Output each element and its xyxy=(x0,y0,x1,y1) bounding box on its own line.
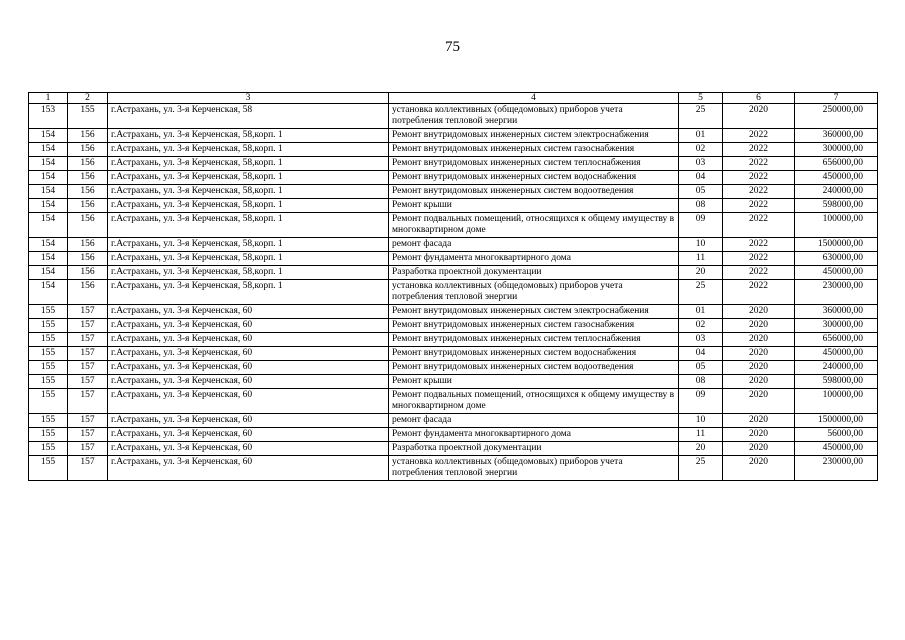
address-cell: г.Астрахань, ул. 3-я Керченская, 58,корп. 1 xyxy=(108,266,389,280)
table-row xyxy=(29,199,878,213)
address-id-cell: 156 xyxy=(68,171,108,185)
column-header: 7 xyxy=(795,93,878,104)
year-cell: 2020 xyxy=(723,414,795,428)
work-code-cell: 08 xyxy=(679,375,723,389)
address-id-cell: 156 xyxy=(68,213,108,238)
work-type-cell: Ремонт крыши xyxy=(389,375,679,389)
year-cell: 2022 xyxy=(723,266,795,280)
capital-repair-table xyxy=(28,92,878,481)
column-header: 1 xyxy=(29,93,68,104)
year-cell: 2020 xyxy=(723,333,795,347)
address-id-cell: 157 xyxy=(68,414,108,428)
row-number-cell: 155 xyxy=(29,361,68,375)
work-type-cell: Разработка проектной документации xyxy=(389,442,679,456)
work-type-cell: Ремонт внутридомовых инженерных систем теплоснабжения xyxy=(389,157,679,171)
address-cell: г.Астрахань, ул. 3-я Керченская, 58,корп. 1 xyxy=(108,280,389,305)
column-header: 3 xyxy=(108,93,389,104)
address-cell: г.Астрахань, ул. 3-я Керченская, 58,корп. 1 xyxy=(108,185,389,199)
column-header: 6 xyxy=(723,93,795,104)
table-row xyxy=(29,171,878,185)
table-row xyxy=(29,238,878,252)
row-number-cell: 153 xyxy=(29,104,68,129)
row-number-cell: 155 xyxy=(29,428,68,442)
work-code-cell: 09 xyxy=(679,213,723,238)
year-cell: 2022 xyxy=(723,143,795,157)
cost-cell: 240000,00 xyxy=(795,361,878,375)
cost-cell: 598000,00 xyxy=(795,199,878,213)
address-cell: г.Астрахань, ул. 3-я Керченская, 58,корп. 1 xyxy=(108,252,389,266)
work-code-cell: 25 xyxy=(679,456,723,481)
address-id-cell: 156 xyxy=(68,252,108,266)
work-type-cell: ремонт фасада xyxy=(389,414,679,428)
year-cell: 2020 xyxy=(723,375,795,389)
row-number-cell: 154 xyxy=(29,129,68,143)
row-number-cell: 155 xyxy=(29,333,68,347)
address-cell: г.Астрахань, ул. 3-я Керченская, 60 xyxy=(108,428,389,442)
year-cell: 2022 xyxy=(723,157,795,171)
year-cell: 2022 xyxy=(723,185,795,199)
table-row xyxy=(29,319,878,333)
year-cell: 2020 xyxy=(723,319,795,333)
cost-cell: 300000,00 xyxy=(795,319,878,333)
table-row xyxy=(29,333,878,347)
work-type-cell: Ремонт внутридомовых инженерных систем электроснабжения xyxy=(389,129,679,143)
work-code-cell: 04 xyxy=(679,171,723,185)
year-cell: 2020 xyxy=(723,305,795,319)
work-type-cell: установка коллективных (общедомовых) приборов учета потребления тепловой энергии xyxy=(389,280,679,305)
address-cell: г.Астрахань, ул. 3-я Керченская, 58,корп. 1 xyxy=(108,129,389,143)
cost-cell: 1500000,00 xyxy=(795,238,878,252)
row-number-cell: 154 xyxy=(29,157,68,171)
address-id-cell: 157 xyxy=(68,333,108,347)
work-code-cell: 02 xyxy=(679,319,723,333)
cost-cell: 230000,00 xyxy=(795,456,878,481)
address-cell: г.Астрахань, ул. 3-я Керченская, 60 xyxy=(108,389,389,414)
work-type-cell: Ремонт внутридомовых инженерных систем водоснабжения xyxy=(389,347,679,361)
table-row xyxy=(29,442,878,456)
row-number-cell: 154 xyxy=(29,252,68,266)
cost-cell: 450000,00 xyxy=(795,442,878,456)
year-cell: 2022 xyxy=(723,252,795,266)
table-row xyxy=(29,266,878,280)
address-cell: г.Астрахань, ул. 3-я Керченская, 60 xyxy=(108,361,389,375)
work-code-cell: 09 xyxy=(679,389,723,414)
row-number-cell: 155 xyxy=(29,442,68,456)
cost-cell: 100000,00 xyxy=(795,389,878,414)
row-number-cell: 154 xyxy=(29,199,68,213)
cost-cell: 250000,00 xyxy=(795,104,878,129)
cost-cell: 300000,00 xyxy=(795,143,878,157)
column-header: 4 xyxy=(389,93,679,104)
table-row xyxy=(29,185,878,199)
row-number-cell: 155 xyxy=(29,319,68,333)
work-type-cell: Ремонт фундамента многоквартирного дома xyxy=(389,252,679,266)
table-row xyxy=(29,389,878,414)
work-code-cell: 10 xyxy=(679,238,723,252)
cost-cell: 598000,00 xyxy=(795,375,878,389)
year-cell: 2020 xyxy=(723,456,795,481)
address-id-cell: 157 xyxy=(68,428,108,442)
work-type-cell: установка коллективных (общедомовых) приборов учета потребления тепловой энергии xyxy=(389,104,679,129)
cost-cell: 360000,00 xyxy=(795,305,878,319)
work-code-cell: 11 xyxy=(679,252,723,266)
table-row xyxy=(29,143,878,157)
work-code-cell: 05 xyxy=(679,185,723,199)
row-number-cell: 154 xyxy=(29,238,68,252)
year-cell: 2022 xyxy=(723,171,795,185)
year-cell: 2020 xyxy=(723,104,795,129)
cost-cell: 56000,00 xyxy=(795,428,878,442)
address-id-cell: 156 xyxy=(68,185,108,199)
address-id-cell: 156 xyxy=(68,143,108,157)
cost-cell: 450000,00 xyxy=(795,171,878,185)
address-cell: г.Астрахань, ул. 3-я Керченская, 58,корп. 1 xyxy=(108,157,389,171)
table-row xyxy=(29,414,878,428)
work-code-cell: 01 xyxy=(679,305,723,319)
work-code-cell: 02 xyxy=(679,143,723,157)
address-cell: г.Астрахань, ул. 3-я Керченская, 58 xyxy=(108,104,389,129)
row-number-cell: 154 xyxy=(29,280,68,305)
year-cell: 2020 xyxy=(723,347,795,361)
address-cell: г.Астрахань, ул. 3-я Керченская, 60 xyxy=(108,319,389,333)
year-cell: 2020 xyxy=(723,442,795,456)
row-number-cell: 155 xyxy=(29,375,68,389)
work-type-cell: Ремонт подвальных помещений, относящихся к общему имуществу в многоквартирном доме xyxy=(389,213,679,238)
column-header-row xyxy=(29,93,878,104)
work-code-cell: 03 xyxy=(679,157,723,171)
work-type-cell: Ремонт внутридомовых инженерных систем водоотведения xyxy=(389,361,679,375)
column-header: 5 xyxy=(679,93,723,104)
work-type-cell: Ремонт крыши xyxy=(389,199,679,213)
address-cell: г.Астрахань, ул. 3-я Керченская, 60 xyxy=(108,305,389,319)
address-id-cell: 157 xyxy=(68,456,108,481)
table-row xyxy=(29,129,878,143)
year-cell: 2022 xyxy=(723,280,795,305)
cost-cell: 450000,00 xyxy=(795,266,878,280)
work-code-cell: 08 xyxy=(679,199,723,213)
work-code-cell: 03 xyxy=(679,333,723,347)
address-cell: г.Астрахань, ул. 3-я Керченская, 58,корп. 1 xyxy=(108,213,389,238)
cost-cell: 450000,00 xyxy=(795,347,878,361)
address-cell: г.Астрахань, ул. 3-я Керченская, 58,корп. 1 xyxy=(108,171,389,185)
table-row xyxy=(29,456,878,481)
address-id-cell: 156 xyxy=(68,199,108,213)
work-code-cell: 10 xyxy=(679,414,723,428)
row-number-cell: 154 xyxy=(29,171,68,185)
row-number-cell: 155 xyxy=(29,389,68,414)
address-id-cell: 157 xyxy=(68,389,108,414)
work-type-cell: Ремонт внутридомовых инженерных систем электроснабжения xyxy=(389,305,679,319)
address-id-cell: 156 xyxy=(68,238,108,252)
work-code-cell: 05 xyxy=(679,361,723,375)
work-code-cell: 04 xyxy=(679,347,723,361)
row-number-cell: 154 xyxy=(29,143,68,157)
cost-cell: 656000,00 xyxy=(795,333,878,347)
table-row xyxy=(29,361,878,375)
row-number-cell: 155 xyxy=(29,414,68,428)
table-row xyxy=(29,305,878,319)
table-row xyxy=(29,375,878,389)
address-id-cell: 156 xyxy=(68,157,108,171)
work-code-cell: 20 xyxy=(679,442,723,456)
work-code-cell: 01 xyxy=(679,129,723,143)
address-cell: г.Астрахань, ул. 3-я Керченская, 58,корп. 1 xyxy=(108,238,389,252)
work-type-cell: Ремонт внутридомовых инженерных систем теплоснабжения xyxy=(389,333,679,347)
cost-cell: 1500000,00 xyxy=(795,414,878,428)
row-number-cell: 154 xyxy=(29,213,68,238)
work-type-cell: Ремонт фундамента многоквартирного дома xyxy=(389,428,679,442)
address-id-cell: 157 xyxy=(68,375,108,389)
address-cell: г.Астрахань, ул. 3-я Керченская, 60 xyxy=(108,333,389,347)
year-cell: 2020 xyxy=(723,428,795,442)
table-row xyxy=(29,157,878,171)
address-cell: г.Астрахань, ул. 3-я Керченская, 60 xyxy=(108,347,389,361)
table-body xyxy=(29,93,878,481)
cost-cell: 100000,00 xyxy=(795,213,878,238)
address-id-cell: 157 xyxy=(68,347,108,361)
work-type-cell: Ремонт внутридомовых инженерных систем водоснабжения xyxy=(389,171,679,185)
year-cell: 2022 xyxy=(723,213,795,238)
table-row xyxy=(29,104,878,129)
work-type-cell: Ремонт внутридомовых инженерных систем газоснабжения xyxy=(389,143,679,157)
table-row xyxy=(29,252,878,266)
table-row xyxy=(29,347,878,361)
address-id-cell: 156 xyxy=(68,280,108,305)
row-number-cell: 155 xyxy=(29,347,68,361)
address-cell: г.Астрахань, ул. 3-я Керченская, 60 xyxy=(108,456,389,481)
year-cell: 2022 xyxy=(723,199,795,213)
address-id-cell: 155 xyxy=(68,104,108,129)
row-number-cell: 154 xyxy=(29,185,68,199)
address-id-cell: 157 xyxy=(68,319,108,333)
table-row xyxy=(29,280,878,305)
work-code-cell: 25 xyxy=(679,280,723,305)
address-id-cell: 157 xyxy=(68,305,108,319)
cost-cell: 656000,00 xyxy=(795,157,878,171)
address-id-cell: 157 xyxy=(68,361,108,375)
address-cell: г.Астрахань, ул. 3-я Керченская, 60 xyxy=(108,414,389,428)
work-code-cell: 20 xyxy=(679,266,723,280)
cost-cell: 360000,00 xyxy=(795,129,878,143)
year-cell: 2020 xyxy=(723,361,795,375)
address-cell: г.Астрахань, ул. 3-я Керченская, 60 xyxy=(108,442,389,456)
cost-cell: 630000,00 xyxy=(795,252,878,266)
work-type-cell: установка коллективных (общедомовых) приборов учета потребления тепловой энергии xyxy=(389,456,679,481)
work-type-cell: ремонт фасада xyxy=(389,238,679,252)
work-code-cell: 11 xyxy=(679,428,723,442)
address-cell: г.Астрахань, ул. 3-я Керченская, 60 xyxy=(108,375,389,389)
page-number: 75 xyxy=(445,39,460,55)
cost-cell: 230000,00 xyxy=(795,280,878,305)
work-type-cell: Ремонт внутридомовых инженерных систем газоснабжения xyxy=(389,319,679,333)
column-header: 2 xyxy=(68,93,108,104)
work-type-cell: Ремонт внутридомовых инженерных систем водоотведения xyxy=(389,185,679,199)
row-number-cell: 155 xyxy=(29,456,68,481)
address-id-cell: 156 xyxy=(68,266,108,280)
row-number-cell: 155 xyxy=(29,305,68,319)
work-code-cell: 25 xyxy=(679,104,723,129)
year-cell: 2020 xyxy=(723,389,795,414)
year-cell: 2022 xyxy=(723,129,795,143)
year-cell: 2022 xyxy=(723,238,795,252)
table-row xyxy=(29,213,878,238)
row-number-cell: 154 xyxy=(29,266,68,280)
work-type-cell: Разработка проектной документации xyxy=(389,266,679,280)
address-cell: г.Астрахань, ул. 3-я Керченская, 58,корп. 1 xyxy=(108,199,389,213)
cost-cell: 240000,00 xyxy=(795,185,878,199)
address-cell: г.Астрахань, ул. 3-я Керченская, 58,корп. 1 xyxy=(108,143,389,157)
table-row xyxy=(29,428,878,442)
address-id-cell: 157 xyxy=(68,442,108,456)
address-id-cell: 156 xyxy=(68,129,108,143)
work-type-cell: Ремонт подвальных помещений, относящихся к общему имуществу в многоквартирном доме xyxy=(389,389,679,414)
